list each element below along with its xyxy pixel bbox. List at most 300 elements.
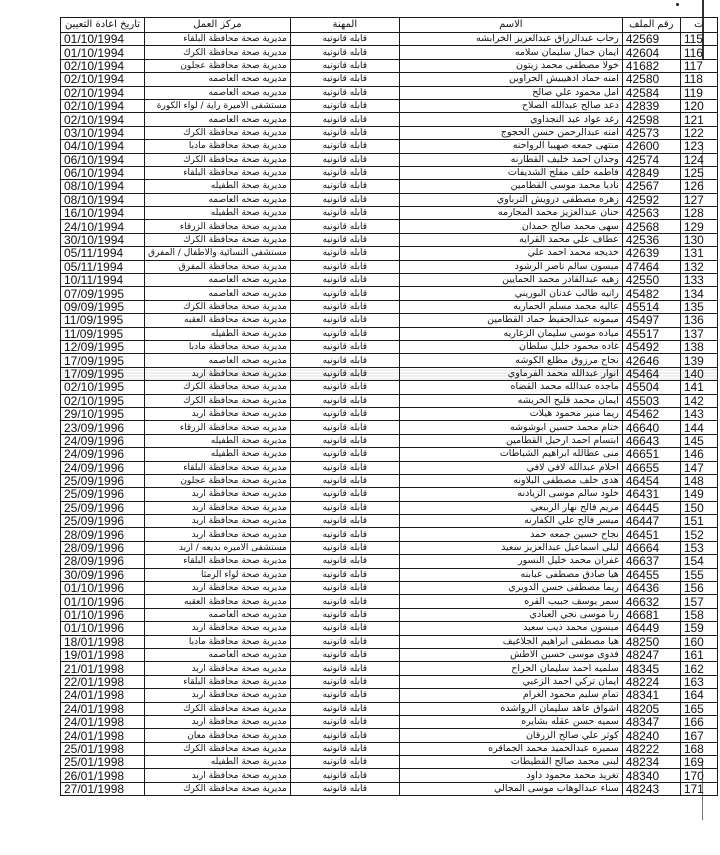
row-file-number: 45462 — [622, 407, 680, 420]
row-job: قابله قانونيه — [290, 434, 399, 447]
table-row — [61, 541, 718, 554]
row-seq: 116 — [680, 46, 717, 59]
row-file-number: 46651 — [622, 448, 680, 461]
row-job: قابله قانونيه — [290, 220, 399, 233]
row-name: خولا مصطفى محمد زيتون — [399, 59, 622, 72]
header-job: المهنة — [290, 18, 399, 33]
row-date: 25/01/1998 — [61, 742, 145, 755]
row-date: 28/09/1996 — [61, 555, 145, 568]
table-row — [61, 394, 718, 407]
row-file-number: 48340 — [622, 769, 680, 782]
row-name: وجدان احمد خليف القطارنه — [399, 153, 622, 166]
row-file-number: 46454 — [622, 474, 680, 487]
row-date: 19/01/1998 — [61, 648, 145, 661]
row-date: 02/10/1994 — [61, 73, 145, 86]
row-name: منى عطالله ابراهيم الشباطات — [399, 448, 622, 461]
row-workplace: مديريه صحه العاصمه — [145, 274, 291, 287]
row-job: قابله قانونيه — [290, 287, 399, 300]
row-seq: 161 — [680, 648, 717, 661]
table-row — [61, 381, 718, 394]
row-date: 12/09/1995 — [61, 340, 145, 353]
row-job: قابله قانونيه — [290, 340, 399, 353]
row-name: خلود سالم موسى الزيادنه — [399, 488, 622, 501]
row-date: 02/10/1995 — [61, 381, 145, 394]
row-workplace: مديريه صحة محافظة اربد — [145, 407, 291, 420]
row-file-number: 42573 — [622, 126, 680, 139]
row-date: 24/09/1996 — [61, 434, 145, 447]
row-date: 04/10/1994 — [61, 140, 145, 153]
row-name: رانيه طالب عدنان البوريني — [399, 287, 622, 300]
row-date: 25/09/1996 — [61, 474, 145, 487]
row-workplace: مديرية صحة محافظة الكرك — [145, 300, 291, 313]
table-row — [61, 582, 718, 595]
row-seq: 143 — [680, 407, 717, 420]
row-name: ابتسام احمد ارحيل القطامين — [399, 434, 622, 447]
row-workplace: مديرية صحة محافظة الكرك — [145, 702, 291, 715]
row-name: ريما مصطفى حسن الدويري — [399, 582, 622, 595]
row-date: 30/09/1996 — [61, 568, 145, 581]
table-row — [61, 193, 718, 206]
row-seq: 132 — [680, 260, 717, 273]
row-file-number: 42584 — [622, 86, 680, 99]
table-row — [61, 287, 718, 300]
row-job: قابله قانونيه — [290, 140, 399, 153]
row-workplace: مديرية صحة محافظة البلقاء — [145, 166, 291, 179]
table-row — [61, 742, 718, 755]
row-file-number: 48250 — [622, 635, 680, 648]
row-seq: 126 — [680, 180, 717, 193]
row-date: 06/10/1994 — [61, 153, 145, 166]
row-seq: 167 — [680, 729, 717, 742]
row-workplace: مديريه صحه العاصمه — [145, 86, 291, 99]
row-file-number: 42569 — [622, 33, 680, 46]
row-date: 21/01/1998 — [61, 662, 145, 675]
row-date: 16/10/1994 — [61, 207, 145, 220]
header-workplace: مركز العمل — [145, 18, 291, 33]
table-row — [61, 113, 718, 126]
row-file-number: 48224 — [622, 675, 680, 688]
table-row — [61, 233, 718, 246]
row-file-number: 42839 — [622, 99, 680, 112]
row-name: مياده موسى سليمان الزغاريه — [399, 327, 622, 340]
row-file-number: 42550 — [622, 274, 680, 287]
row-workplace: مستشفى الاميره بديعه / اربد — [145, 541, 291, 554]
row-seq: 115 — [680, 33, 717, 46]
row-date: 25/01/1998 — [61, 756, 145, 769]
row-workplace: مديرية صحة الطفيله — [145, 756, 291, 769]
row-file-number: 46436 — [622, 582, 680, 595]
row-name: امنه حماد ادهيبيش الجراوين — [399, 73, 622, 86]
row-date: 08/10/1994 — [61, 180, 145, 193]
row-date: 17/09/1995 — [61, 367, 145, 380]
row-job: قابله قانونيه — [290, 314, 399, 327]
row-workplace: مديرية صحة الطفيله — [145, 327, 291, 340]
row-file-number: 42567 — [622, 180, 680, 193]
table-row — [61, 448, 718, 461]
row-job: قابله قانونيه — [290, 662, 399, 675]
row-seq: 149 — [680, 488, 717, 501]
row-workplace: مديرية صحة محافظة الكرك — [145, 394, 291, 407]
row-date: 28/09/1996 — [61, 541, 145, 554]
row-job: قابله قانونيه — [290, 421, 399, 434]
table-row — [61, 126, 718, 139]
row-workplace: مديريه صحة محافظة اربد — [145, 528, 291, 541]
row-seq: 164 — [680, 689, 717, 702]
row-seq: 130 — [680, 233, 717, 246]
row-workplace: مديريه صحه العاصمه — [145, 287, 291, 300]
row-name: ميمونه عبدالحفيظ حماد القطامين — [399, 314, 622, 327]
row-file-number: 46447 — [622, 515, 680, 528]
row-file-number: 42574 — [622, 153, 680, 166]
row-workplace: مديريه صحة محافظة اربد — [145, 769, 291, 782]
row-file-number: 46681 — [622, 608, 680, 621]
row-job: قابله قانونيه — [290, 260, 399, 273]
header-name: الاسم — [399, 18, 622, 33]
row-job: قابله قانونيه — [290, 99, 399, 112]
row-job: قابله قانونيه — [290, 582, 399, 595]
row-seq: 158 — [680, 608, 717, 621]
row-file-number: 42598 — [622, 113, 680, 126]
header-file-number: رقم الملف — [622, 18, 680, 33]
row-workplace: مديرية صحة محافظة الكرك — [145, 153, 291, 166]
staff-roster-table — [60, 17, 718, 796]
row-seq: 145 — [680, 434, 717, 447]
table-row — [61, 274, 718, 287]
row-workplace: مديرية صحة الطفيله — [145, 180, 291, 193]
row-seq: 123 — [680, 140, 717, 153]
row-name: سلميه احمد سليمان الجراح — [399, 662, 622, 675]
table-row — [61, 166, 718, 179]
row-file-number: 48240 — [622, 729, 680, 742]
row-date: 08/10/1994 — [61, 193, 145, 206]
row-file-number: 46655 — [622, 461, 680, 474]
row-seq: 139 — [680, 354, 717, 367]
table-row — [61, 622, 718, 635]
row-workplace: مديريه صحة محافظة الزرقاء — [145, 421, 291, 434]
row-name: تغريد محمد محمود داود — [399, 769, 622, 782]
row-date: 01/10/1996 — [61, 622, 145, 635]
row-file-number: 46640 — [622, 421, 680, 434]
row-job: قابله قانونيه — [290, 233, 399, 246]
row-workplace: مديريه صحه العاصمه — [145, 193, 291, 206]
row-date: 28/09/1996 — [61, 528, 145, 541]
row-name: ليلى اسماعيل عبدالعزيز سعيد — [399, 541, 622, 554]
row-name: ميسر فالح علي الكفارنه — [399, 515, 622, 528]
row-workplace: مديرية صحة محافظة البلقاء — [145, 33, 291, 46]
row-job: قابله قانونيه — [290, 608, 399, 621]
row-name: سهى محمد صالح حمدان — [399, 220, 622, 233]
row-job: قابله قانونيه — [290, 394, 399, 407]
row-seq: 150 — [680, 501, 717, 514]
row-job: قابله قانونيه — [290, 59, 399, 72]
row-job: قابله قانونيه — [290, 126, 399, 139]
row-workplace: مديرية صحة محافظة الكرك — [145, 782, 291, 795]
row-workplace: مديرية صحة محافظة اربد — [145, 367, 291, 380]
table-row — [61, 340, 718, 353]
row-job: قابله قانونيه — [290, 689, 399, 702]
row-workplace: مديريه صحة محافظة الزرقاء — [145, 220, 291, 233]
row-name: نجاح حسين جمعه حمد — [399, 528, 622, 541]
row-file-number: 46664 — [622, 541, 680, 554]
row-workplace: مديريه صحه العاصمه — [145, 354, 291, 367]
table-row — [61, 782, 718, 795]
header-seq: ت — [680, 18, 717, 33]
row-name: عطاف علي محمد القرايه — [399, 233, 622, 246]
row-file-number: 45482 — [622, 287, 680, 300]
row-job: قابله قانونيه — [290, 300, 399, 313]
table-row — [61, 33, 718, 46]
row-name: ايمان تركي احمد الزعبي — [399, 675, 622, 688]
table-row — [61, 300, 718, 313]
row-workplace: مديريه صحة محافظة اربد — [145, 715, 291, 728]
row-seq: 138 — [680, 340, 717, 353]
row-name: ناديا محمد موسى القطامين — [399, 180, 622, 193]
row-workplace: مستشفى النسائية والاطفال / المفرق — [145, 247, 291, 260]
row-job: قابله قانونيه — [290, 769, 399, 782]
row-workplace: مديرية صحة محافظة مادبا — [145, 340, 291, 353]
row-job: قابله قانونيه — [290, 180, 399, 193]
row-seq: 170 — [680, 769, 717, 782]
row-workplace: مديرية صحة لواء الرمثا — [145, 568, 291, 581]
row-job: قابله قانونيه — [290, 166, 399, 179]
row-seq: 120 — [680, 99, 717, 112]
row-workplace: مديريه صحة محافظة اربد — [145, 488, 291, 501]
row-job: قابله قانونيه — [290, 193, 399, 206]
row-seq: 118 — [680, 73, 717, 86]
table-row — [61, 608, 718, 621]
row-date: 24/01/1998 — [61, 702, 145, 715]
table-row — [61, 769, 718, 782]
row-file-number: 48222 — [622, 742, 680, 755]
table-row — [61, 474, 718, 487]
row-seq: 133 — [680, 274, 717, 287]
row-job: قابله قانونيه — [290, 367, 399, 380]
row-date: 26/01/1998 — [61, 769, 145, 782]
table-row — [61, 247, 718, 260]
row-date: 22/01/1998 — [61, 675, 145, 688]
row-name: سميه حسن عقله بشايره — [399, 715, 622, 728]
row-seq: 171 — [680, 782, 717, 795]
row-name: ميسون سالم ناصر الرشود — [399, 260, 622, 273]
row-seq: 151 — [680, 515, 717, 528]
row-job: قابله قانونيه — [290, 515, 399, 528]
row-workplace: مديريه صحة محافظة اربد — [145, 582, 291, 595]
table-body — [61, 33, 718, 796]
row-name: ماجده عبدالله محمد القضاه — [399, 381, 622, 394]
row-seq: 140 — [680, 367, 717, 380]
row-file-number: 42568 — [622, 220, 680, 233]
row-seq: 168 — [680, 742, 717, 755]
row-file-number: 45514 — [622, 300, 680, 313]
row-date: 02/10/1994 — [61, 86, 145, 99]
table-row — [61, 140, 718, 153]
row-name: لبنى محمد صالح القطيطات — [399, 756, 622, 769]
table-row — [61, 515, 718, 528]
row-date: 11/09/1995 — [61, 327, 145, 340]
row-date: 11/09/1995 — [61, 314, 145, 327]
table-row — [61, 461, 718, 474]
row-file-number: 42592 — [622, 193, 680, 206]
row-file-number: 42604 — [622, 46, 680, 59]
table-row — [61, 675, 718, 688]
row-name: ختام محمد حسين ابوشوشه — [399, 421, 622, 434]
row-job: قابله قانونيه — [290, 702, 399, 715]
row-date: 27/01/1998 — [61, 782, 145, 795]
row-name: ميسون محمد ذيب سعيد — [399, 622, 622, 635]
row-workplace: مديرية صحة محافظة المفرق — [145, 260, 291, 273]
row-job: قابله قانونيه — [290, 207, 399, 220]
row-workplace: مديرية صحة محافظة الكرك — [145, 46, 291, 59]
row-seq: 156 — [680, 582, 717, 595]
row-name: تمام سليم محمود الغرام — [399, 689, 622, 702]
table-row — [61, 501, 718, 514]
row-date: 29/10/1995 — [61, 407, 145, 420]
row-workplace: مديرية صحة الطفيله — [145, 448, 291, 461]
row-workplace: مديرية صحة محافظة الكرك — [145, 233, 291, 246]
row-seq: 122 — [680, 126, 717, 139]
row-date: 01/10/1994 — [61, 46, 145, 59]
row-file-number: 47464 — [622, 260, 680, 273]
row-name: فاطمه خلف مفلح الشديفات — [399, 166, 622, 179]
scan-mark — [676, 3, 679, 6]
row-file-number: 42646 — [622, 354, 680, 367]
row-workplace: مديرية صحة محافظة اربد — [145, 501, 291, 514]
row-job: قابله قانونيه — [290, 274, 399, 287]
table-row — [61, 314, 718, 327]
row-workplace: مديريه صحه العاصمه — [145, 648, 291, 661]
row-seq: 148 — [680, 474, 717, 487]
row-name: خديجه محمد احمد علي — [399, 247, 622, 260]
row-workplace: مديرية صحة محافظة معان — [145, 729, 291, 742]
row-date: 24/10/1994 — [61, 220, 145, 233]
table-row — [61, 327, 718, 340]
row-job: قابله قانونيه — [290, 675, 399, 688]
row-date: 30/10/1994 — [61, 233, 145, 246]
row-seq: 135 — [680, 300, 717, 313]
row-workplace: مديرية صحة محافظة عجلون — [145, 474, 291, 487]
row-job: قابله قانونيه — [290, 407, 399, 420]
row-date: 01/10/1996 — [61, 582, 145, 595]
table-row — [61, 488, 718, 501]
row-job: قابله قانونيه — [290, 622, 399, 635]
row-job: قابله قانونيه — [290, 153, 399, 166]
table-row — [61, 59, 718, 72]
row-name: حنان عبدالعزيز محمد المجارمه — [399, 207, 622, 220]
row-file-number: 48205 — [622, 702, 680, 715]
row-name: ايمان جمال سليمان سلامه — [399, 46, 622, 59]
row-file-number: 45492 — [622, 340, 680, 353]
row-file-number: 46431 — [622, 488, 680, 501]
row-name: رحاب عبدالرزاق عبدالعزيز الخرابشه — [399, 33, 622, 46]
row-workplace: مديرية صحة محافظة مادبا — [145, 140, 291, 153]
row-file-number: 42849 — [622, 166, 680, 179]
row-job: قابله قانونيه — [290, 541, 399, 554]
row-job: قابله قانونيه — [290, 448, 399, 461]
row-workplace: مديرية صحة محافظة العقبه — [145, 595, 291, 608]
row-workplace: مديرية صحة محافظة العقبه — [145, 314, 291, 327]
row-name: منتهى جمعه صهيبا الرواحنه — [399, 140, 622, 153]
row-date: 25/09/1996 — [61, 488, 145, 501]
row-date: 02/10/1994 — [61, 59, 145, 72]
row-job: قابله قانونيه — [290, 73, 399, 86]
row-date: 24/01/1998 — [61, 729, 145, 742]
table-row — [61, 86, 718, 99]
row-date: 06/10/1994 — [61, 166, 145, 179]
row-job: قابله قانونيه — [290, 33, 399, 46]
table-row — [61, 99, 718, 112]
row-seq: 160 — [680, 635, 717, 648]
row-name: غاده محمود خليل سلطان — [399, 340, 622, 353]
row-date: 24/09/1996 — [61, 448, 145, 461]
row-seq: 131 — [680, 247, 717, 260]
row-workplace: مديرية صحة محافظة البلقاء — [145, 675, 291, 688]
row-date: 01/10/1996 — [61, 595, 145, 608]
row-file-number: 45503 — [622, 394, 680, 407]
row-file-number: 46643 — [622, 434, 680, 447]
row-file-number: 48341 — [622, 689, 680, 702]
row-name: غفران محمد خليل النسور — [399, 555, 622, 568]
table-row — [61, 421, 718, 434]
row-name: انوار عبدالله محمد الفرماوي — [399, 367, 622, 380]
row-seq: 124 — [680, 153, 717, 166]
row-name: هدى خلف مصطفى البلاونه — [399, 474, 622, 487]
row-workplace: مديريه صحه العاصمه — [145, 113, 291, 126]
row-seq: 157 — [680, 595, 717, 608]
row-seq: 136 — [680, 314, 717, 327]
table-row — [61, 689, 718, 702]
row-seq: 117 — [680, 59, 717, 72]
row-name: كوثر علي صالح الزرقان — [399, 729, 622, 742]
row-date: 07/09/1995 — [61, 287, 145, 300]
row-workplace: مديرية صحة الطفيله — [145, 207, 291, 220]
row-workplace: مديريه صحة محافظة اربد — [145, 622, 291, 635]
row-seq: 146 — [680, 448, 717, 461]
row-date: 02/10/1994 — [61, 99, 145, 112]
row-job: قابله قانونيه — [290, 729, 399, 742]
row-name: دعد صالح عبدالله الصلاح — [399, 99, 622, 112]
row-workplace: مديرية صحة الطفيله — [145, 434, 291, 447]
row-job: قابله قانونيه — [290, 715, 399, 728]
row-date: 24/09/1996 — [61, 461, 145, 474]
row-date: 25/09/1996 — [61, 515, 145, 528]
row-job: قابله قانونيه — [290, 648, 399, 661]
row-workplace: مديرية صحة محافظة البلقاء — [145, 461, 291, 474]
row-file-number: 42600 — [622, 140, 680, 153]
row-name: هيا مصطفى ابراهيم الجلاغيف — [399, 635, 622, 648]
row-name: رغد عواد عيد النجداوي — [399, 113, 622, 126]
row-date: 24/01/1998 — [61, 715, 145, 728]
row-date: 05/11/1994 — [61, 247, 145, 260]
row-file-number: 46449 — [622, 622, 680, 635]
row-file-number: 42536 — [622, 233, 680, 246]
row-workplace: مديرية صحة محافظة الكرك — [145, 126, 291, 139]
table-row — [61, 729, 718, 742]
table-row — [61, 46, 718, 59]
row-workplace: مديريه صحه العاصمه — [145, 608, 291, 621]
row-date: 18/01/1998 — [61, 635, 145, 648]
row-date: 05/11/1994 — [61, 260, 145, 273]
row-seq: 159 — [680, 622, 717, 635]
row-seq: 155 — [680, 568, 717, 581]
row-file-number: 46637 — [622, 555, 680, 568]
row-seq: 153 — [680, 541, 717, 554]
row-date: 17/09/1995 — [61, 354, 145, 367]
row-job: قابله قانونيه — [290, 595, 399, 608]
table-row — [61, 662, 718, 675]
row-file-number: 46455 — [622, 568, 680, 581]
row-job: قابله قانونيه — [290, 742, 399, 755]
row-seq: 154 — [680, 555, 717, 568]
